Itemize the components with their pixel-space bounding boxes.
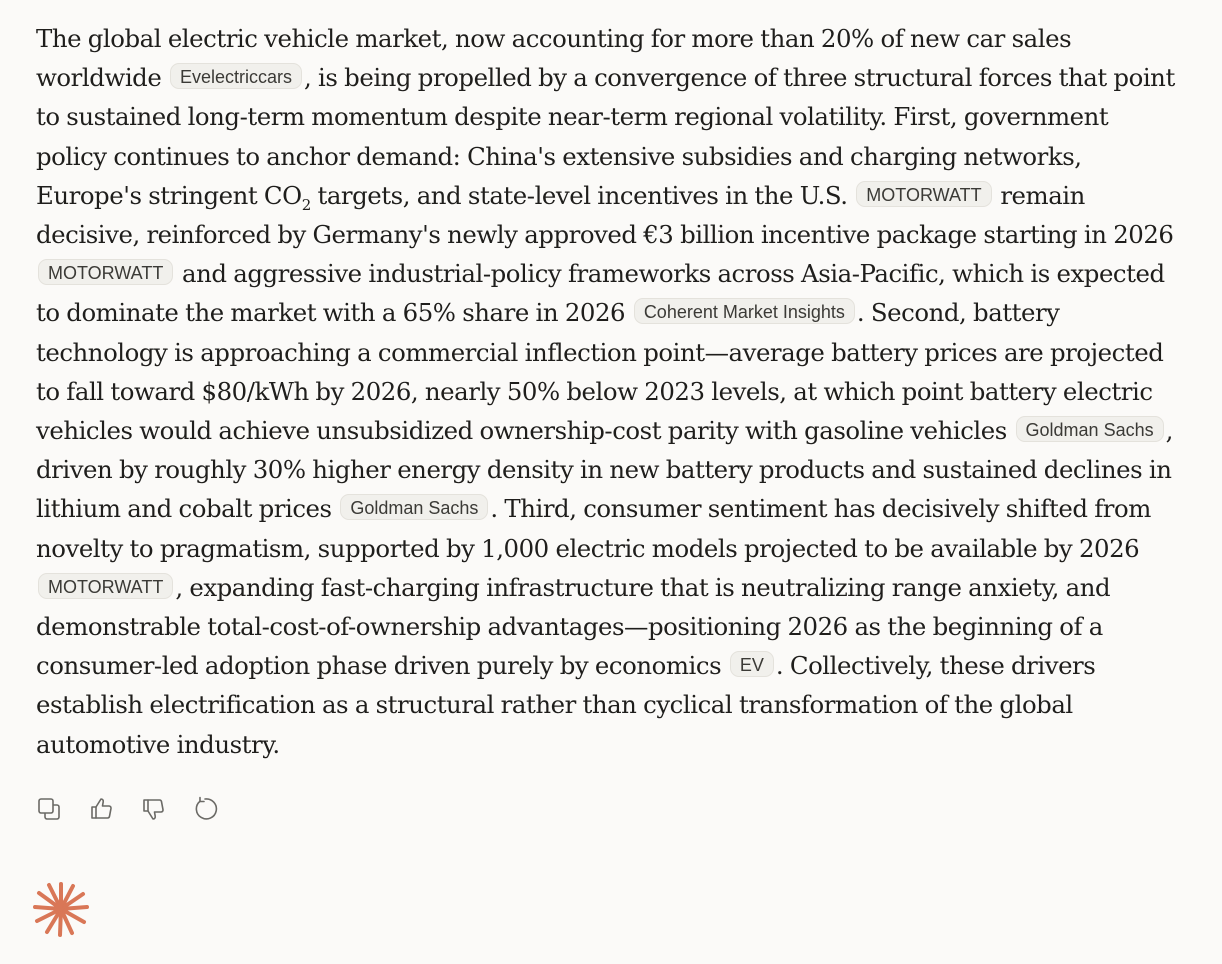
assistant-logo-icon [32, 880, 90, 938]
citation-chip[interactable]: Goldman Sachs [340, 494, 488, 520]
message-text: , is being propelled by a convergence of three structural forces that point to sustained long-term momentum despite near-term regional volatility. First, government policy continues to anchor demand: China's extensive subsidies and charging networks, Europe's stringent CO [36, 63, 1175, 210]
thumbs-down-button[interactable] [138, 794, 168, 824]
message-text: The global electric vehicle market, now accounting for more than 20% of new car sales worldwide [36, 24, 1072, 93]
citation-chip[interactable]: Evelectriccars [170, 63, 302, 89]
thumbs-up-button[interactable] [86, 794, 116, 824]
citation-chip[interactable]: Coherent Market Insights [634, 298, 855, 324]
citation-chip[interactable]: MOTORWATT [856, 181, 991, 207]
message-text: . Second, battery technology is approaching a commercial inflection point—average battery prices are projected to fall toward $80/kWh by 2026, nearly 50% below 2023 levels, at which point battery electric vehicles would achieve unsubsidized ownership-cost parity with gasoline vehicles [36, 298, 1164, 446]
message-text: , expanding fast-charging infrastructure that is neutralizing range anxiety, and demonstrable total-cost-of-ownership advantages—positioning 2026 as the beginning of a consumer-led adoption phase driven purely by economics [36, 572, 1111, 681]
message-text: targets, and state-level incentives in the U.S. [310, 180, 855, 210]
retry-icon [192, 796, 218, 822]
thumbs-down-icon [140, 796, 166, 822]
message-text: and aggressive industrial-policy frameworks across Asia-Pacific, which is expected to dominate the market with a 65% share in 2026 [36, 259, 1165, 328]
message-paragraph [36, 19, 1176, 764]
message-text: remain decisive, reinforced by Germany's newly approved €3 billion incentive package starting in 2026 [36, 180, 1174, 250]
citation-chip[interactable]: MOTORWATT [38, 573, 173, 599]
message-text: . Third, consumer sentiment has decisively shifted from novelty to pragmatism, supported by 1,000 electric models projected to be available by 2026 [36, 494, 1151, 563]
copy-icon [36, 796, 62, 822]
copy-button[interactable] [34, 794, 64, 824]
message-text: , driven by roughly 30% higher energy density in new battery products and sustained declines in lithium and cobalt prices [36, 416, 1173, 524]
citation-chip[interactable]: EV [730, 651, 774, 677]
subscript: 2 [301, 195, 311, 214]
retry-button[interactable] [190, 794, 220, 824]
thumbs-up-icon [88, 796, 114, 822]
citation-chip[interactable]: MOTORWATT [38, 259, 173, 285]
citation-chip[interactable]: Goldman Sachs [1016, 416, 1164, 442]
message-text: . Collectively, these drivers establish electrification as a structural rather than cyclical transformation of the global automotive industry. [36, 651, 1096, 759]
assistant-message [36, 19, 1176, 764]
message-actions [34, 794, 220, 824]
